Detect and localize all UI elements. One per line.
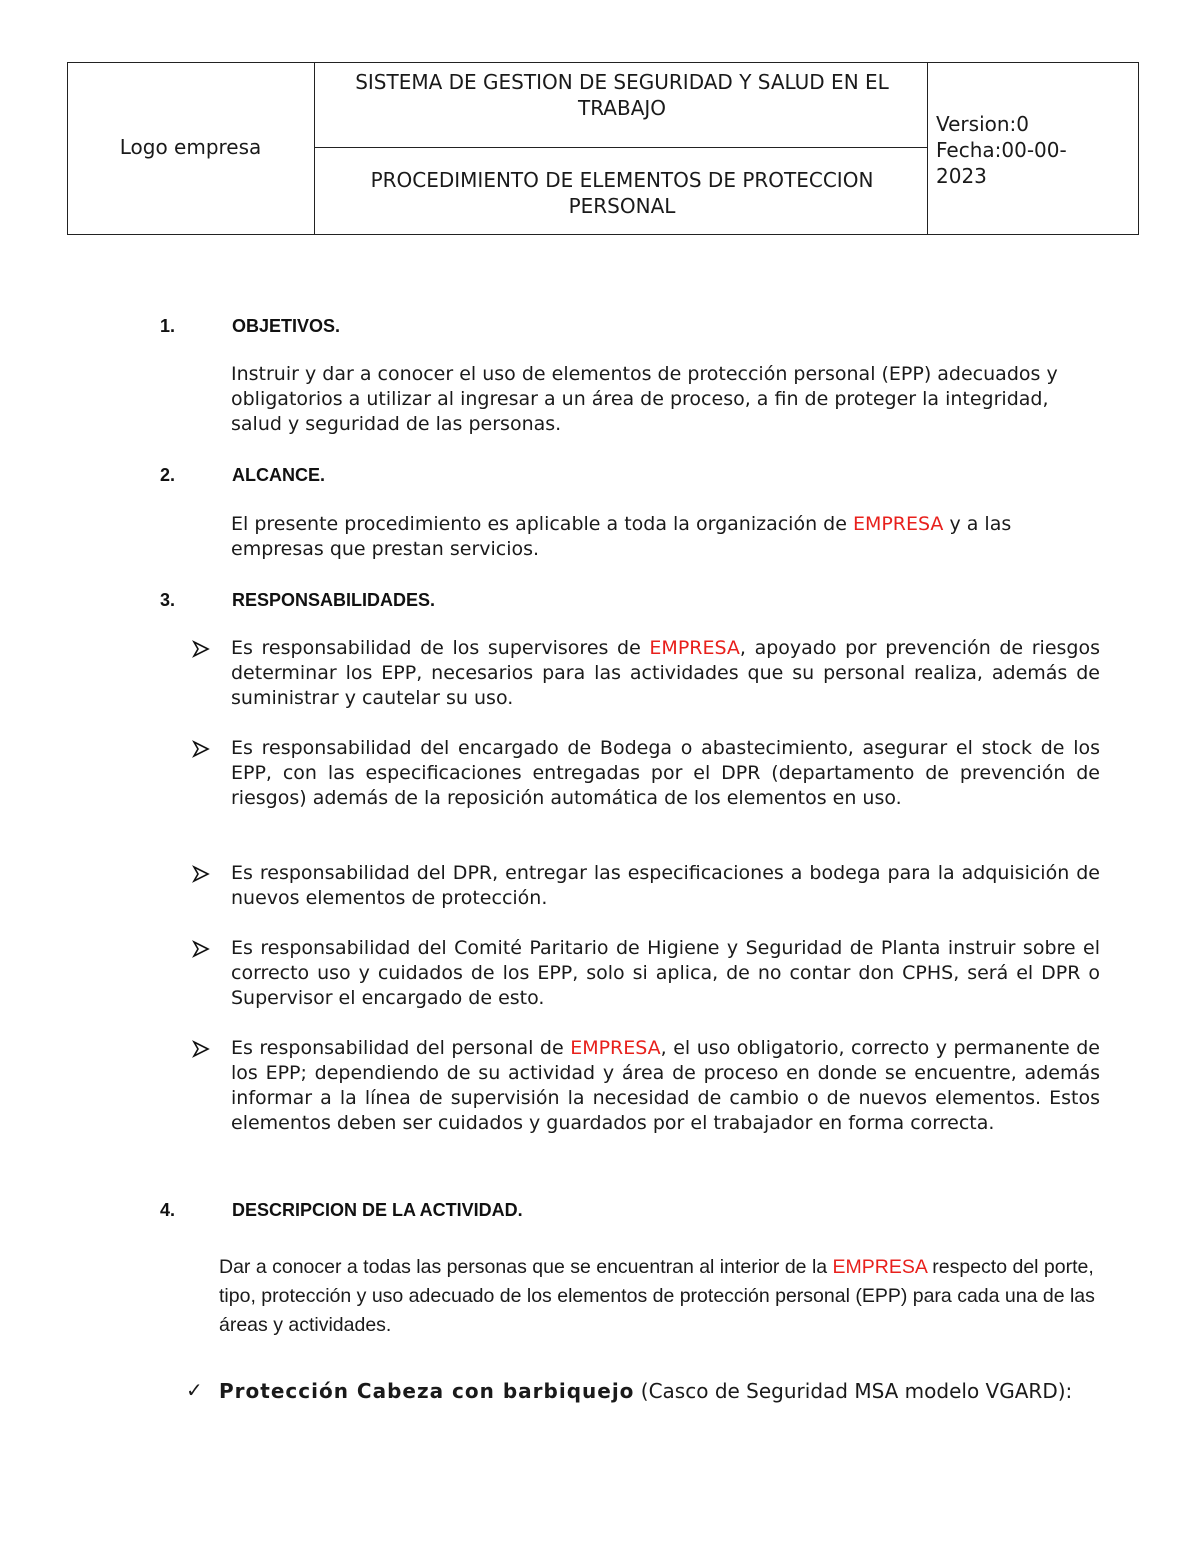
text-run: , apoyado por prevención de riesgos determinar los EPP, necesarios para las actividades que su personal realiza, además de suministrar y cautelar su uso. xyxy=(231,637,1100,709)
table-border xyxy=(1138,63,1139,234)
text-run: Dar a conocer a todas las personas que se encuentran al interior de la xyxy=(219,1256,833,1278)
section-heading-responsabilidades: RESPONSABILIDADES. xyxy=(232,590,436,610)
table-border xyxy=(314,63,315,234)
text-run: y a las empresas que prestan servicios. xyxy=(231,513,1012,560)
responsibility-item: Es responsabilidad del Comité Paritario de Higiene y Seguridad de Planta instruir sobre el correcto uso y cuidados de los EPP, solo si aplica, de no contar don CPHS, será el DPR o Supervisor el encargado de esto. xyxy=(231,937,1100,1009)
text-run: respecto del porte, tipo, protección y uso adecuado de los elementos de protección personal (EPP) para cada una de las áreas y actividades. xyxy=(219,1256,1095,1336)
document-header-table xyxy=(67,62,1139,235)
text-run: , el uso obligatorio, correcto y permanente de los EPP; dependiendo de su actividad y área de proceso en donde se encuentre, además informar a la línea de supervisión la necesidad de cambio o de nuevos elementos. Estos elementos deben ser cuidados y guardados por el trabajador en forma correcta. xyxy=(231,1037,1100,1134)
logo-placeholder: Logo empresa xyxy=(119,135,262,159)
procedure-title: PROCEDIMIENTO DE ELEMENTOS DE PROTECCION PERSONAL xyxy=(370,168,874,218)
protection-item xyxy=(219,1378,1100,1404)
empresa-highlight: EMPRESA xyxy=(649,637,740,659)
responsibility-item xyxy=(231,636,1100,711)
section-heading-alcance: ALCANCE. xyxy=(232,465,325,485)
arrow-bullet-icon xyxy=(192,740,210,758)
arrow-bullet-icon xyxy=(192,1040,210,1058)
arrow-bullet-icon xyxy=(192,865,210,883)
date-label-line1: Fecha:00-00- xyxy=(936,138,1067,162)
system-title: SISTEMA DE GESTION DE SEGURIDAD Y SALUD EN EL TRABAJO xyxy=(355,70,889,120)
arrow-bullet-icon xyxy=(192,640,210,658)
empresa-highlight: EMPRESA xyxy=(832,1256,927,1278)
arrow-bullet-icon xyxy=(192,940,210,958)
descripcion-paragraph xyxy=(219,1253,1100,1340)
table-border xyxy=(927,63,928,234)
objetivos-paragraph: Instruir y dar a conocer el uso de elementos de protección personal (EPP) adecuados y obligatorios a utilizar al ingresar a un área de proceso, a fin de proteger la integridad, salud y seguridad de las personas. xyxy=(231,363,1058,435)
checkmark-icon: ✓ xyxy=(186,1378,203,1402)
responsibility-item xyxy=(231,1036,1100,1136)
text-run: El presente procedimiento es aplicable a toda la organización de xyxy=(231,513,853,535)
table-divider xyxy=(314,147,927,148)
section-number: 3. xyxy=(160,590,176,610)
section-heading-objetivos: OBJETIVOS. xyxy=(232,316,341,336)
section-number: 2. xyxy=(160,465,176,485)
date-label-line2: 2023 xyxy=(936,164,987,188)
alcance-paragraph xyxy=(231,512,1100,562)
responsibility-item: Es responsabilidad del DPR, entregar las especificaciones a bodega para la adquisición de nuevos elementos de protección. xyxy=(231,862,1100,909)
empresa-highlight: EMPRESA xyxy=(852,513,944,535)
section-number: 1. xyxy=(160,316,176,336)
empresa-highlight: EMPRESA xyxy=(570,1037,661,1059)
version-label: Version:0 xyxy=(936,112,1030,136)
protection-item-detail: (Casco de Seguridad MSA modelo VGARD): xyxy=(634,1379,1073,1403)
text-run: Es responsabilidad de los supervisores de xyxy=(231,637,650,659)
responsibility-item: Es responsabilidad del encargado de Bodega o abastecimiento, asegurar el stock de los EPP, con las especificaciones entregadas por el DPR (departamento de prevención de riesgos) además de la reposición automática de los elementos en uso. xyxy=(231,737,1100,809)
version-date-block xyxy=(936,111,1126,189)
text-run: Es responsabilidad del personal de xyxy=(231,1037,571,1059)
protection-item-title: Protección Cabeza con barbiquejo xyxy=(219,1379,635,1403)
section-heading-descripcion: DESCRIPCION DE LA ACTIVIDAD. xyxy=(232,1200,523,1220)
section-number: 4. xyxy=(160,1200,176,1220)
